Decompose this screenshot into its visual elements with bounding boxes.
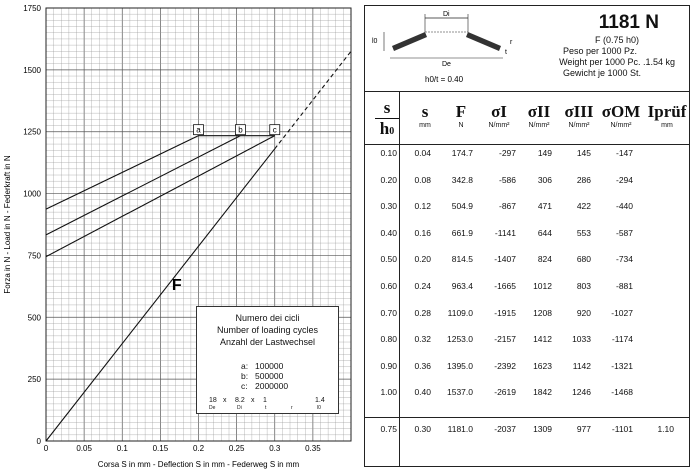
cycle-b-value: 500000	[255, 371, 284, 381]
cycle-a-label: a:	[241, 361, 249, 371]
table-cell: 1537.0	[447, 387, 473, 398]
table-cell: 680	[576, 254, 591, 265]
table-row	[365, 175, 689, 199]
table-cell: 0.40	[414, 387, 431, 398]
table-cell: 0.20	[380, 174, 397, 185]
table-cell: 1842	[533, 387, 552, 398]
table-cell: 1246	[572, 387, 591, 398]
l0-dim-label: l0	[372, 38, 378, 45]
table-cell: 1208	[533, 307, 552, 318]
table-cell: 661.9	[451, 227, 473, 238]
table-cell: 0.20	[414, 254, 431, 265]
cycle-c-value: 2000000	[255, 381, 289, 391]
header-s: s mm	[419, 102, 431, 129]
y-tick-label: 1750	[23, 4, 41, 13]
table-cell: 1142	[572, 360, 591, 371]
table-cell: 342.8	[451, 174, 473, 185]
table-cell: 1309	[533, 424, 552, 434]
table-cell: 0.36	[414, 360, 431, 371]
x-tick-label: 0	[43, 444, 49, 453]
cycles-title-it: Numero dei cicli	[235, 313, 300, 323]
x-tick-label: 0.3	[269, 444, 281, 453]
y-tick-label: 1250	[23, 127, 41, 137]
table-row	[365, 254, 689, 278]
table-cell: 1.00	[380, 387, 397, 398]
table-cell: 920	[576, 307, 591, 318]
table-cell: 0.16	[414, 227, 431, 238]
table-cell: 174.7	[451, 148, 473, 158]
table-cell: 286	[576, 174, 591, 185]
table-cell: 1109.0	[447, 307, 473, 318]
t-dim-label: t	[505, 49, 507, 56]
y-axis-label: Forza in N - Load in N - Federkraft in N	[3, 155, 12, 294]
table-row	[365, 228, 689, 252]
table-cell: -2619	[494, 387, 516, 398]
table-cell: 0.30	[380, 201, 397, 212]
spring-data-panel	[364, 5, 690, 467]
table-cell: 422	[576, 201, 591, 212]
table-cell: -1141	[494, 227, 516, 238]
table-cell: -1468	[611, 387, 633, 398]
table-cell: -587	[615, 227, 633, 238]
dim-x1: x	[223, 397, 227, 404]
table-row	[365, 281, 689, 305]
cycles-title-en: Number of loading cycles	[216, 325, 319, 335]
dim-x2: x	[251, 397, 255, 404]
header-s-over-h0: s h0	[367, 98, 407, 139]
table-cell: -440	[615, 201, 633, 212]
table-cell: 504.9	[451, 201, 473, 212]
table-cell: -1174	[611, 334, 633, 345]
table-cell: -2037	[494, 424, 516, 434]
y-tick-label: 1000	[23, 189, 41, 199]
dim-di-value: 8.2	[235, 397, 245, 404]
weight-de: Gewicht je 1000 St.	[562, 68, 641, 78]
ratio-label: h0/t = 0.40	[425, 75, 464, 84]
weight-it: Peso per 1000 Pz.	[562, 46, 637, 56]
header-f: F N	[455, 102, 467, 129]
table-cell: 1623	[533, 360, 552, 371]
table-cell: 0.32	[414, 334, 431, 345]
spec-box	[365, 6, 689, 92]
table-cell: -1915	[494, 307, 516, 318]
table-cell: -147	[615, 148, 633, 158]
header-sigma-i: σI N/mm²	[488, 102, 510, 129]
table-row	[365, 308, 689, 332]
table-cell: 0.40	[380, 227, 397, 238]
endpoint-label-b: b	[238, 125, 243, 135]
table-cell: 0.80	[380, 334, 397, 345]
x-tick-label: 0.05	[76, 444, 92, 453]
table-cell: 0.04	[414, 148, 431, 158]
table-cell: -881	[615, 281, 633, 291]
table-cell: 0.30	[414, 424, 431, 434]
table-cell: -2157	[494, 334, 516, 345]
dim-t-value: 1	[263, 397, 267, 404]
x-tick-label: 0.2	[192, 444, 205, 453]
di-dim-label: Di	[443, 11, 450, 18]
table-cell: 0.12	[414, 201, 431, 212]
table-cell: 977	[576, 424, 591, 434]
dim-de-label: De	[209, 405, 216, 411]
table-cell: -1027	[611, 307, 633, 318]
x-tick-label: 0.1	[116, 444, 128, 453]
y-tick-label: 750	[27, 251, 41, 261]
table-cell: -586	[498, 174, 516, 185]
x-tick-label: 0.35	[305, 444, 321, 453]
table-cell: 145	[576, 148, 591, 158]
part-number: 1181 N	[598, 12, 659, 33]
y-tick-label: 1500	[23, 65, 41, 75]
weight-en: Weight per 1000 Pc. .1.54 kg	[559, 57, 675, 67]
dims-row	[201, 397, 334, 413]
table-cell: 1012	[533, 281, 552, 291]
table-cell: -297	[498, 148, 516, 158]
table-cell: 0.70	[380, 307, 397, 318]
table-cell: 1.10	[657, 424, 674, 434]
table-cell: 824	[537, 254, 552, 265]
table-cell: 644	[537, 227, 552, 238]
table-cell: 0.50	[380, 254, 397, 265]
dim-de-value: 18	[209, 397, 217, 404]
x-tick-label: 0.15	[152, 444, 169, 453]
table-cell: 814.5	[451, 254, 473, 265]
y-tick-label: 250	[27, 375, 41, 385]
table-cell: 553	[576, 227, 591, 238]
table-cell: -1407	[494, 254, 516, 265]
force-note: F (0.75 h0)	[594, 35, 639, 45]
table-cell: 0.08	[414, 174, 431, 185]
endpoint-label-c: c	[272, 125, 277, 135]
dim-l0-label: l0	[317, 405, 321, 411]
table-cell: 803	[576, 281, 591, 291]
endpoint-label-a: a	[196, 125, 201, 135]
table-cell: -1665	[494, 281, 516, 291]
table-cell: 963.4	[451, 281, 473, 291]
dim-l0-value: 1.4	[315, 397, 325, 404]
table-row	[365, 334, 689, 358]
y-tick-label: 500	[27, 313, 41, 323]
cycle-a-value: 100000	[255, 361, 284, 371]
table-cell: 1253.0	[447, 334, 473, 345]
header-sigma-ii: σII N/mm²	[527, 102, 551, 129]
x-axis-label: Corsa S in mm - Deflection S in mm - Federweg S in mm	[97, 460, 300, 469]
table-header	[365, 92, 689, 145]
table-cell: -2392	[494, 360, 516, 371]
table-cell: -294	[615, 174, 633, 185]
table-cell: 306	[537, 174, 552, 185]
cycle-c-label: c:	[241, 381, 248, 391]
table-cell: 0.75	[380, 424, 397, 434]
table-cell: 1412	[533, 334, 552, 345]
y-tick-label: 0	[36, 437, 41, 446]
header-l-pruef: Iprüf mm	[647, 102, 687, 129]
table-row	[365, 201, 689, 225]
table-cell: -867	[498, 201, 516, 212]
table-cell: 149	[537, 148, 552, 158]
table-row	[365, 387, 689, 411]
table-cell: 0.28	[414, 307, 431, 318]
r-dim-label: r	[510, 39, 513, 46]
dim-r-label: r	[291, 405, 293, 411]
dim-di-label: Di	[237, 405, 242, 411]
cycles-title-de: Anzahl der Lastwechsel	[219, 337, 316, 347]
header-sigma-iii: σIII N/mm²	[564, 102, 594, 129]
table-cell: -1321	[611, 360, 633, 371]
table-cell: 1033	[572, 334, 591, 345]
table-cell: -734	[615, 254, 633, 265]
de-dim-label: De	[442, 61, 451, 68]
table-row	[365, 361, 689, 385]
table-cell: 1395.0	[447, 360, 473, 371]
table-cell: 0.24	[414, 281, 431, 291]
table-row	[365, 148, 689, 172]
cycle-b-label: b:	[241, 371, 249, 381]
curve-label-f: F	[171, 277, 182, 295]
series-line-b	[46, 136, 240, 235]
table-cell: 0.60	[380, 281, 397, 291]
x-tick-label: 0.25	[228, 444, 245, 453]
table-cell: 1181.0	[447, 424, 473, 434]
loading-cycles-legend	[196, 306, 339, 414]
dim-t-label: t	[265, 405, 267, 411]
header-sigma-om: σOM N/mm²	[601, 102, 641, 129]
table-cell: 0.10	[380, 148, 397, 158]
table-cell: 471	[537, 201, 552, 212]
table-cell: -1101	[611, 424, 633, 434]
table-row-nominal	[365, 417, 689, 440]
table-cell: 0.90	[380, 360, 397, 371]
disc-spring-diagram	[370, 10, 520, 85]
chart-labels	[172, 125, 280, 294]
